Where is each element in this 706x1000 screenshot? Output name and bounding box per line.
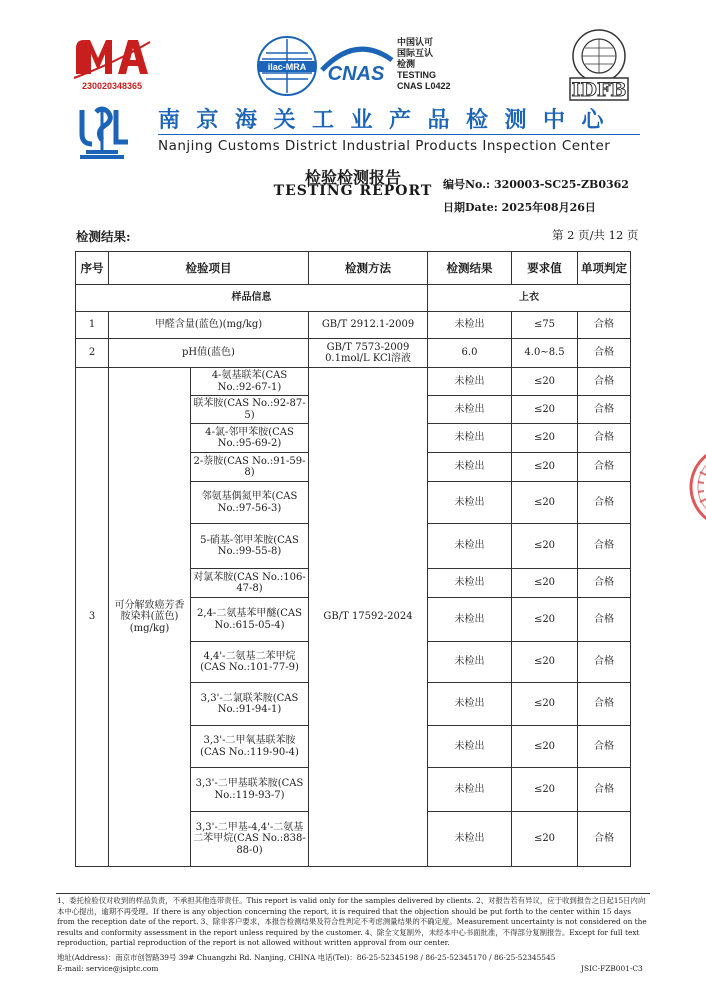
table-row: 对氯苯胺(CAS No.:106-47-8) 未检出 ≤20 合格: [76, 569, 631, 598]
cma-cert-number: 230020348365: [81, 81, 143, 91]
report-number: 编号No.: 320003-SC25-ZB0362: [443, 178, 629, 191]
table-row: 3,3'-二甲基-4,4'-二氨基二苯甲烷(CAS No.:838-88-0) 未检出 ≤20 合格: [76, 812, 631, 867]
header-requirement: 要求值: [512, 252, 578, 285]
header-result: 检测结果: [428, 252, 512, 285]
header-divider: [158, 134, 640, 135]
org-name-cn: 南京海关工业产品检测中心: [158, 108, 621, 133]
svg-text:CNAS: CNAS: [327, 63, 385, 85]
group-number: 3: [76, 368, 109, 867]
header-item: 检验项目: [109, 252, 309, 285]
footer-address: 地址(Address)：南京市创智路39号 39# Chuangzhi Rd. Nanjing, CHINA 电话(Tel)：86-25-52345198 / 86-25-52345170 / 86-25-52345545: [57, 953, 556, 962]
idfb-logo: [560, 26, 638, 104]
table-row: 2,4-二氨基苯甲醚(CAS No.:615-05-4) 未检出 ≤20 合格: [76, 598, 631, 642]
cma-logo: [72, 34, 152, 94]
table-row: 4-氯-邻甲苯胺(CAS No.:95-69-2) 未检出 ≤20 合格: [76, 424, 631, 453]
report-title-en: TESTING REPORT: [273, 183, 433, 199]
sample-info-row: [76, 285, 631, 312]
page-indicator: 第 2 页/共 12 页: [552, 228, 639, 242]
jsic-logo: [72, 104, 132, 160]
header-no: 序号: [76, 252, 109, 285]
result-heading: 检测结果:: [76, 229, 131, 244]
table-row: 4,4'-二氨基二苯甲烷(CAS No.:101-77-9) 未检出 ≤20 合格: [76, 642, 631, 683]
sample-info-value: 上衣: [428, 285, 631, 312]
table-row: 3 可分解致癌芳香胺染料(蓝色)(mg/kg) 4-氨基联苯(CAS No.:92-67-1) GB/T 17592-2024 未检出 ≤20 合格: [76, 368, 631, 396]
ilac-mra-logo: [252, 33, 322, 103]
table-row: 2-萘胺(CAS No.:91-59-8) 未检出 ≤20 合格: [76, 453, 631, 482]
table-row: 3,3'-二甲基联苯胺(CAS No.:119-93-7) 未检出 ≤20 合格: [76, 768, 631, 812]
group-method: GB/T 17592-2024: [309, 368, 428, 867]
table-row: 3,3'-二氯联苯胺(CAS No.:91-94-1) 未检出 ≤20 合格: [76, 683, 631, 726]
table-row: 1 甲醛含量(蓝色)(mg/kg) GB/T 2912.1-2009 未检出 ≤75 合格: [76, 312, 631, 339]
group-name: 可分解致癌芳香胺染料(蓝色)(mg/kg): [109, 368, 191, 867]
footer-divider: [56, 893, 650, 894]
cnas-accreditation-text: 中国认可 国际互认 检测 TESTING CNAS L0422: [397, 37, 451, 91]
footer-notes: 1、委托检验仅对收到的样品负责，不承担其他连带责任。This report is valid only for the samples delivered by clients. 2、对报告若有异议，应于收到报告之日起15日内向本中心提出，逾期不再受理。If there is any objection concerning the report, it is required that the objection should be put forth to the center within 15 days from the reception date of the report. 3、除非客户要求，本报告检测结果及符合性判定不考虑测量结果的不确定度。Measurement uncertainty is not considered on the results and conformity assessment in the report unless required by the customer. 4、除全文复制外，未经本中心书面批准，不得部分复制报告。Except for full text reproduction, partial reproduction of the report is not allowed without written approval from our center.: [57, 896, 647, 948]
footer-email: E-mail: service@jsiptc.com: [57, 964, 159, 973]
report-date: 日期Date: 2025年08月26日: [443, 201, 596, 214]
report-title-cn: 检验检测报告: [304, 168, 401, 187]
header-method: 检测方法: [309, 252, 428, 285]
table-row: 3,3'-二甲氧基联苯胺(CAS No.:119-90-4) 未检出 ≤20 合格: [76, 726, 631, 768]
org-name-en: Nanjing Customs District Industrial Products Inspection Center: [158, 138, 611, 154]
svg-text:ilac-MRA: ilac-MRA: [267, 62, 307, 72]
table-header-row: [76, 252, 631, 285]
table-row: 邻氨基偶氮甲苯(CAS No.:97-56-3) 未检出 ≤20 合格: [76, 482, 631, 524]
seal-stamp: [686, 442, 706, 532]
sample-info-label: 样品信息: [76, 285, 428, 312]
table-row: 5-硝基-邻甲苯胺(CAS No.:99-55-8) 未检出 ≤20 合格: [76, 524, 631, 569]
table-row: 联苯胺(CAS No.:92-87-5) 未检出 ≤20 合格: [76, 396, 631, 424]
cnas-logo: [316, 40, 396, 86]
header-judgement: 单项判定: [578, 252, 631, 285]
table-row: 2 pH值(蓝色) GB/T 7573-2009 0.1mol/L KCl溶液 6.0 4.0~8.5 合格: [76, 339, 631, 368]
svg-text:IDFB: IDFB: [571, 79, 627, 101]
footer-form-number: JSIC-FZB001-C3: [581, 964, 643, 973]
results-table: [75, 251, 631, 867]
